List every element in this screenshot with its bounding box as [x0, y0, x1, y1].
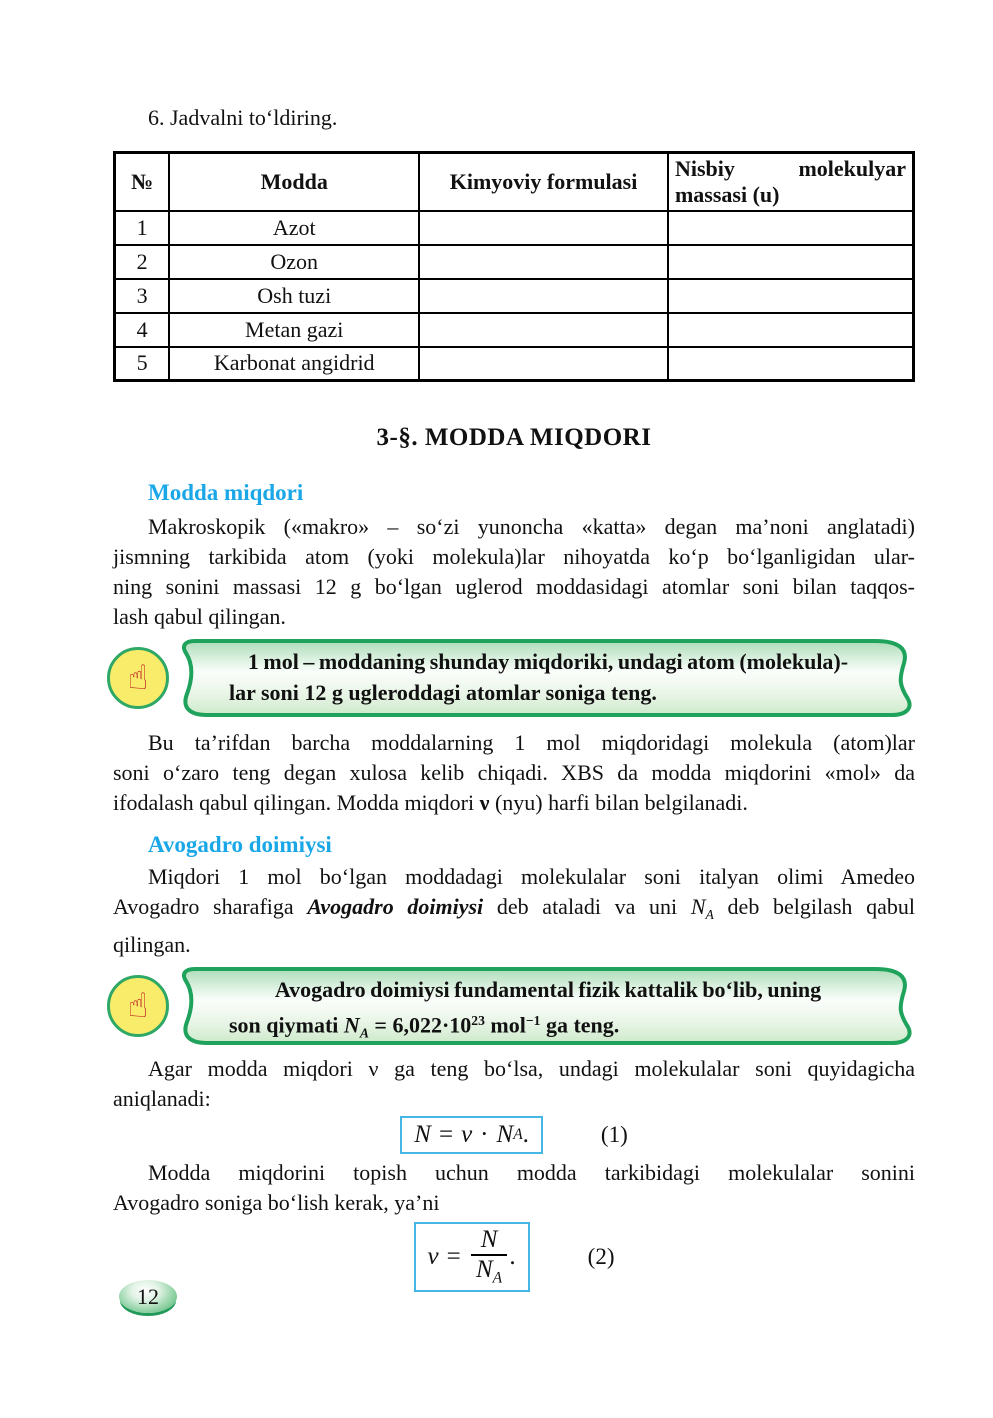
nu-symbol: ν — [461, 1120, 473, 1148]
text-run: ga teng boʻlsa, undagi molekulalar soni quyidagicha — [378, 1055, 915, 1081]
section-title: 3-§. MODDA MIQDORI — [376, 424, 652, 451]
text-run: mol — [484, 1012, 526, 1038]
table-header-row — [115, 153, 914, 211]
equation-1-box — [400, 1116, 543, 1154]
symbol-NA: N — [690, 894, 706, 919]
text-run: (nyu) harfi bilan belgilanadi. — [489, 790, 748, 815]
paragraph-line: Modda miqdorini topish uchun modda tarkibidagi molekulalar sonini — [148, 1159, 915, 1185]
callout-text — [173, 966, 915, 1048]
definition-callout-avogadro — [107, 966, 915, 1046]
symbol-NA: N — [475, 1256, 493, 1284]
table-cell-mass-empty — [668, 313, 914, 347]
exponent: 23 — [471, 1012, 485, 1028]
table-header-num: № — [115, 153, 170, 211]
nu-symbol: ν — [427, 1242, 439, 1270]
symbol-NA-subscript: A — [492, 1269, 503, 1287]
paragraph — [113, 1158, 915, 1218]
nu-symbol: ν — [368, 1055, 379, 1081]
equation-2-box — [414, 1222, 530, 1292]
equation-number: (2) — [587, 1243, 615, 1269]
table-row — [115, 279, 914, 313]
paragraph-line: Makroskopik («makro» – soʻzi yunoncha «katta» degan ma’noni anglatadi) — [148, 514, 915, 539]
paragraph-line — [113, 1054, 915, 1084]
paragraph — [113, 512, 915, 632]
table-header-mass-line2: massasi (u) — [674, 181, 780, 207]
pointing-hand-icon — [107, 975, 169, 1037]
table-cell-substance: Osh tuzi — [169, 279, 419, 313]
table-header-mass-word2: molekulyar — [798, 155, 906, 181]
paragraph — [113, 862, 915, 960]
subheading-modda-miqdori: Modda miqdori — [148, 480, 304, 505]
equals-sign: = — [438, 1120, 454, 1148]
table-cell-num: 5 — [115, 347, 170, 381]
callout-line: Avogadro doimiysi fundamental fizik kattalik boʻlib, uning — [274, 976, 822, 1002]
table-header-formula: Kimyoviy formulasi — [419, 153, 668, 211]
symbol-NA-subscript: A — [705, 906, 714, 922]
paragraph-line: ning sonini massasi 12 g boʻlgan uglerod moddasidagi atomlar soni bilan taqqos- — [113, 574, 915, 599]
table-cell-formula-empty — [419, 279, 668, 313]
paragraph-line: qilingan. — [113, 931, 191, 957]
table-row — [115, 313, 914, 347]
paragraph-line: soni oʻzaro teng degan xulosa kelib chiqadi. XBS da modda miqdorini «mol» da — [113, 760, 915, 785]
table-cell-num: 2 — [115, 245, 170, 279]
table-cell-formula-empty — [419, 211, 668, 245]
text-run: Agar modda miqdori — [148, 1055, 369, 1081]
equation-2-row — [113, 1222, 915, 1292]
equals-sign: = — [446, 1242, 461, 1270]
table-cell-substance: Azot — [169, 211, 419, 245]
paragraph-line: Miqdori 1 mol boʻlgan moddadagi molekulalar soni italyan olimi Amedeo — [148, 864, 915, 889]
paragraph-line — [113, 788, 915, 818]
period: . — [522, 1120, 529, 1148]
table-row — [115, 245, 914, 279]
paragraph-line: jismning tarkibida atom (yoki molekula)lar nihoyatda koʻp boʻlganligidan ular- — [113, 544, 915, 569]
table-cell-mass-empty — [668, 211, 914, 245]
symbol-NA: N — [496, 1120, 514, 1148]
text-run: = 6,022·10 — [368, 1012, 472, 1038]
table-cell-mass-empty — [668, 245, 914, 279]
table-header-substance: Modda — [169, 153, 419, 211]
table-header-mass — [668, 153, 914, 211]
pointing-hand-glyph: ☝ — [127, 658, 149, 698]
table-cell-mass-empty — [668, 279, 914, 313]
text-run: son qiymati — [229, 1012, 344, 1038]
paragraph-line: Bu ta’rifdan barcha moddalarning 1 mol miqdoridagi molekula (atom)lar — [148, 730, 915, 755]
symbol-N: N — [414, 1120, 431, 1148]
text-run: ifodalash qabul qilingan. Modda miqdori — [113, 790, 480, 815]
subheading-avogadro-doimiysi: Avogadro doimiysi — [148, 832, 332, 857]
pointing-hand-icon — [107, 647, 169, 709]
table-cell-formula-empty — [419, 347, 668, 381]
fraction-denominator — [472, 1256, 506, 1287]
table-cell-num: 4 — [115, 313, 170, 347]
text-run: Avogadro sharafiga — [113, 894, 308, 919]
table-header-mass-word1: Nisbiy — [674, 155, 735, 181]
callout-line — [215, 1005, 881, 1048]
multiplication-dot: · — [480, 1120, 489, 1148]
text-run: deb ataladi va uni — [483, 894, 691, 919]
symbol-NA-subscript: A — [359, 1025, 369, 1041]
table-cell-substance: Ozon — [169, 245, 419, 279]
callout-text — [173, 638, 915, 708]
nu-symbol: ν — [479, 790, 490, 815]
term-avogadro-doimiysi: Avogadro doimiysi — [307, 894, 484, 919]
table-cell-formula-empty — [419, 245, 668, 279]
page-number-badge: 12 — [119, 1280, 177, 1313]
callout-banner — [173, 638, 915, 718]
equation-number: (1) — [600, 1121, 628, 1147]
table-cell-num: 1 — [115, 211, 170, 245]
symbol-NA: N — [343, 1012, 360, 1038]
fill-table — [113, 151, 915, 382]
exponent: −1 — [525, 1012, 541, 1028]
paragraph-line: Avogadro soniga boʻlish kerak, ya’ni — [113, 1189, 440, 1215]
table-cell-substance: Metan gazi — [169, 313, 419, 347]
period: . — [509, 1242, 516, 1270]
paragraph-line — [113, 892, 915, 930]
table-row — [115, 211, 914, 245]
paragraph — [113, 728, 915, 818]
fraction — [471, 1227, 508, 1287]
exercise-label: 6. Jadvalni toʻldiring. — [148, 105, 338, 130]
pointing-hand-glyph: ☝ — [127, 985, 149, 1026]
callout-line: lar soni 12 g ugleroddagi atomlar soniga teng. — [229, 680, 657, 705]
paragraph — [113, 1054, 915, 1114]
callout-line: 1 mol – moddaning shunday miqdoriki, undagi atom (molekula)- — [247, 649, 849, 674]
callout-banner — [173, 966, 915, 1046]
equation-1-row — [113, 1116, 915, 1154]
symbol-NA-subscript: A — [513, 1125, 523, 1143]
table-cell-formula-empty — [419, 313, 668, 347]
table-cell-substance: Karbonat angidrid — [169, 347, 419, 381]
definition-callout-mol — [107, 638, 915, 718]
table-cell-num: 3 — [115, 279, 170, 313]
text-run: ga teng. — [540, 1012, 620, 1038]
paragraph-line: lash qabul qilingan. — [113, 604, 286, 629]
paragraph-line: aniqlanadi: — [113, 1085, 211, 1111]
table-row — [115, 347, 914, 381]
text-run: deb belgilash qabul — [713, 894, 915, 919]
table-cell-mass-empty — [668, 347, 914, 381]
fraction-numerator: N — [471, 1227, 508, 1256]
